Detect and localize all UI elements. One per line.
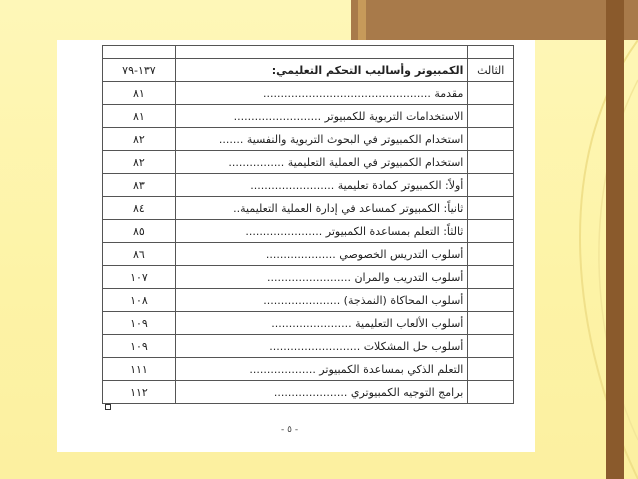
- table-row: [103, 128, 514, 151]
- chapter-row: [103, 59, 514, 82]
- table-row: [103, 289, 514, 312]
- entry-title: الاستخدامات التربوية للكمبيوتر .........................: [175, 105, 468, 128]
- table-row: [103, 105, 514, 128]
- entry-title: التعلم الذكي بمساعدة الكمبيوتر ...................: [175, 358, 468, 381]
- entry-page: ١١١: [103, 358, 176, 381]
- table-row: [103, 312, 514, 335]
- right-stripe: [606, 0, 624, 479]
- chapter-cell: [468, 243, 514, 266]
- entry-page: ٨٥: [103, 220, 176, 243]
- chapter-cell: [468, 335, 514, 358]
- page-number: - ٥ -: [281, 425, 299, 435]
- entry-title: أولاً: الكمبيوتر كمادة تعليمية ........................: [175, 174, 468, 197]
- entry-title: ثالثاً: التعلم بمساعدة الكمبيوتر ......................: [175, 220, 468, 243]
- table-row: [103, 358, 514, 381]
- entry-title: أسلوب حل المشكلات ..........................: [175, 335, 468, 358]
- entry-page: ١٠٨: [103, 289, 176, 312]
- chapter-cell: [468, 289, 514, 312]
- entry-page: ٨٦: [103, 243, 176, 266]
- entry-title: أسلوب التدريب والمران ........................: [175, 266, 468, 289]
- chapter-label: الثالث: [468, 59, 514, 82]
- table-row: [103, 243, 514, 266]
- entry-title: استخدام الكمبيوتر في العملية التعليمية ................: [175, 151, 468, 174]
- table-row: [103, 335, 514, 358]
- chapter-cell: [468, 128, 514, 151]
- chapter-cell: [468, 312, 514, 335]
- table-row: [103, 174, 514, 197]
- table-row: [103, 220, 514, 243]
- chapter-cell: [468, 151, 514, 174]
- entry-title: استخدام الكمبيوتر في البحوث التربوية والنفسية .......: [175, 128, 468, 151]
- entry-page: ٨٣: [103, 174, 176, 197]
- table-row: [103, 82, 514, 105]
- entry-page: ٨٢: [103, 128, 176, 151]
- entry-title: مقدمة ................................................: [175, 82, 468, 105]
- chapter-cell: [468, 358, 514, 381]
- entry-title: برامج التوجيه الكمبيوتري .....................: [175, 381, 468, 404]
- entry-page: ١١٢: [103, 381, 176, 404]
- entry-page: ٨١: [103, 82, 176, 105]
- entry-title: أسلوب المحاكاة (النمذجة) ......................: [175, 289, 468, 312]
- chapter-cell: [468, 174, 514, 197]
- chapter-cell: [468, 220, 514, 243]
- chapter-title: الكمبيوتر وأساليب التحكم التعليمي:: [175, 59, 468, 82]
- entry-page: ١٠٩: [103, 312, 176, 335]
- table-row: [103, 151, 514, 174]
- entry-page: ٨١: [103, 105, 176, 128]
- entry-title: أسلوب الألعاب التعليمية .......................: [175, 312, 468, 335]
- entry-page: ١٠٩: [103, 335, 176, 358]
- chapter-cell: [468, 105, 514, 128]
- table-row: [103, 266, 514, 289]
- entry-page: ١٠٧: [103, 266, 176, 289]
- table-row: [103, 197, 514, 220]
- document-page: [57, 40, 535, 452]
- top-ribbon: [351, 0, 638, 40]
- entry-title: ثانياً: الكمبيوتر كمساعد في إدارة العملية التعليمية..: [175, 197, 468, 220]
- chapter-cell: [468, 266, 514, 289]
- chapter-cell: [468, 381, 514, 404]
- chapter-cell: [468, 197, 514, 220]
- entry-page: ٨٢: [103, 151, 176, 174]
- chapter-pages: ١٣٧-٧٩: [103, 59, 176, 82]
- table-of-contents: [102, 45, 514, 404]
- ribbon-edge: [358, 0, 366, 40]
- entry-page: ٨٤: [103, 197, 176, 220]
- entry-title: أسلوب التدريس الخصوصي ....................: [175, 243, 468, 266]
- chapter-cell: [468, 82, 514, 105]
- table-resize-handle[interactable]: [105, 404, 111, 410]
- table-row: [103, 381, 514, 404]
- table-header-row: [103, 46, 514, 59]
